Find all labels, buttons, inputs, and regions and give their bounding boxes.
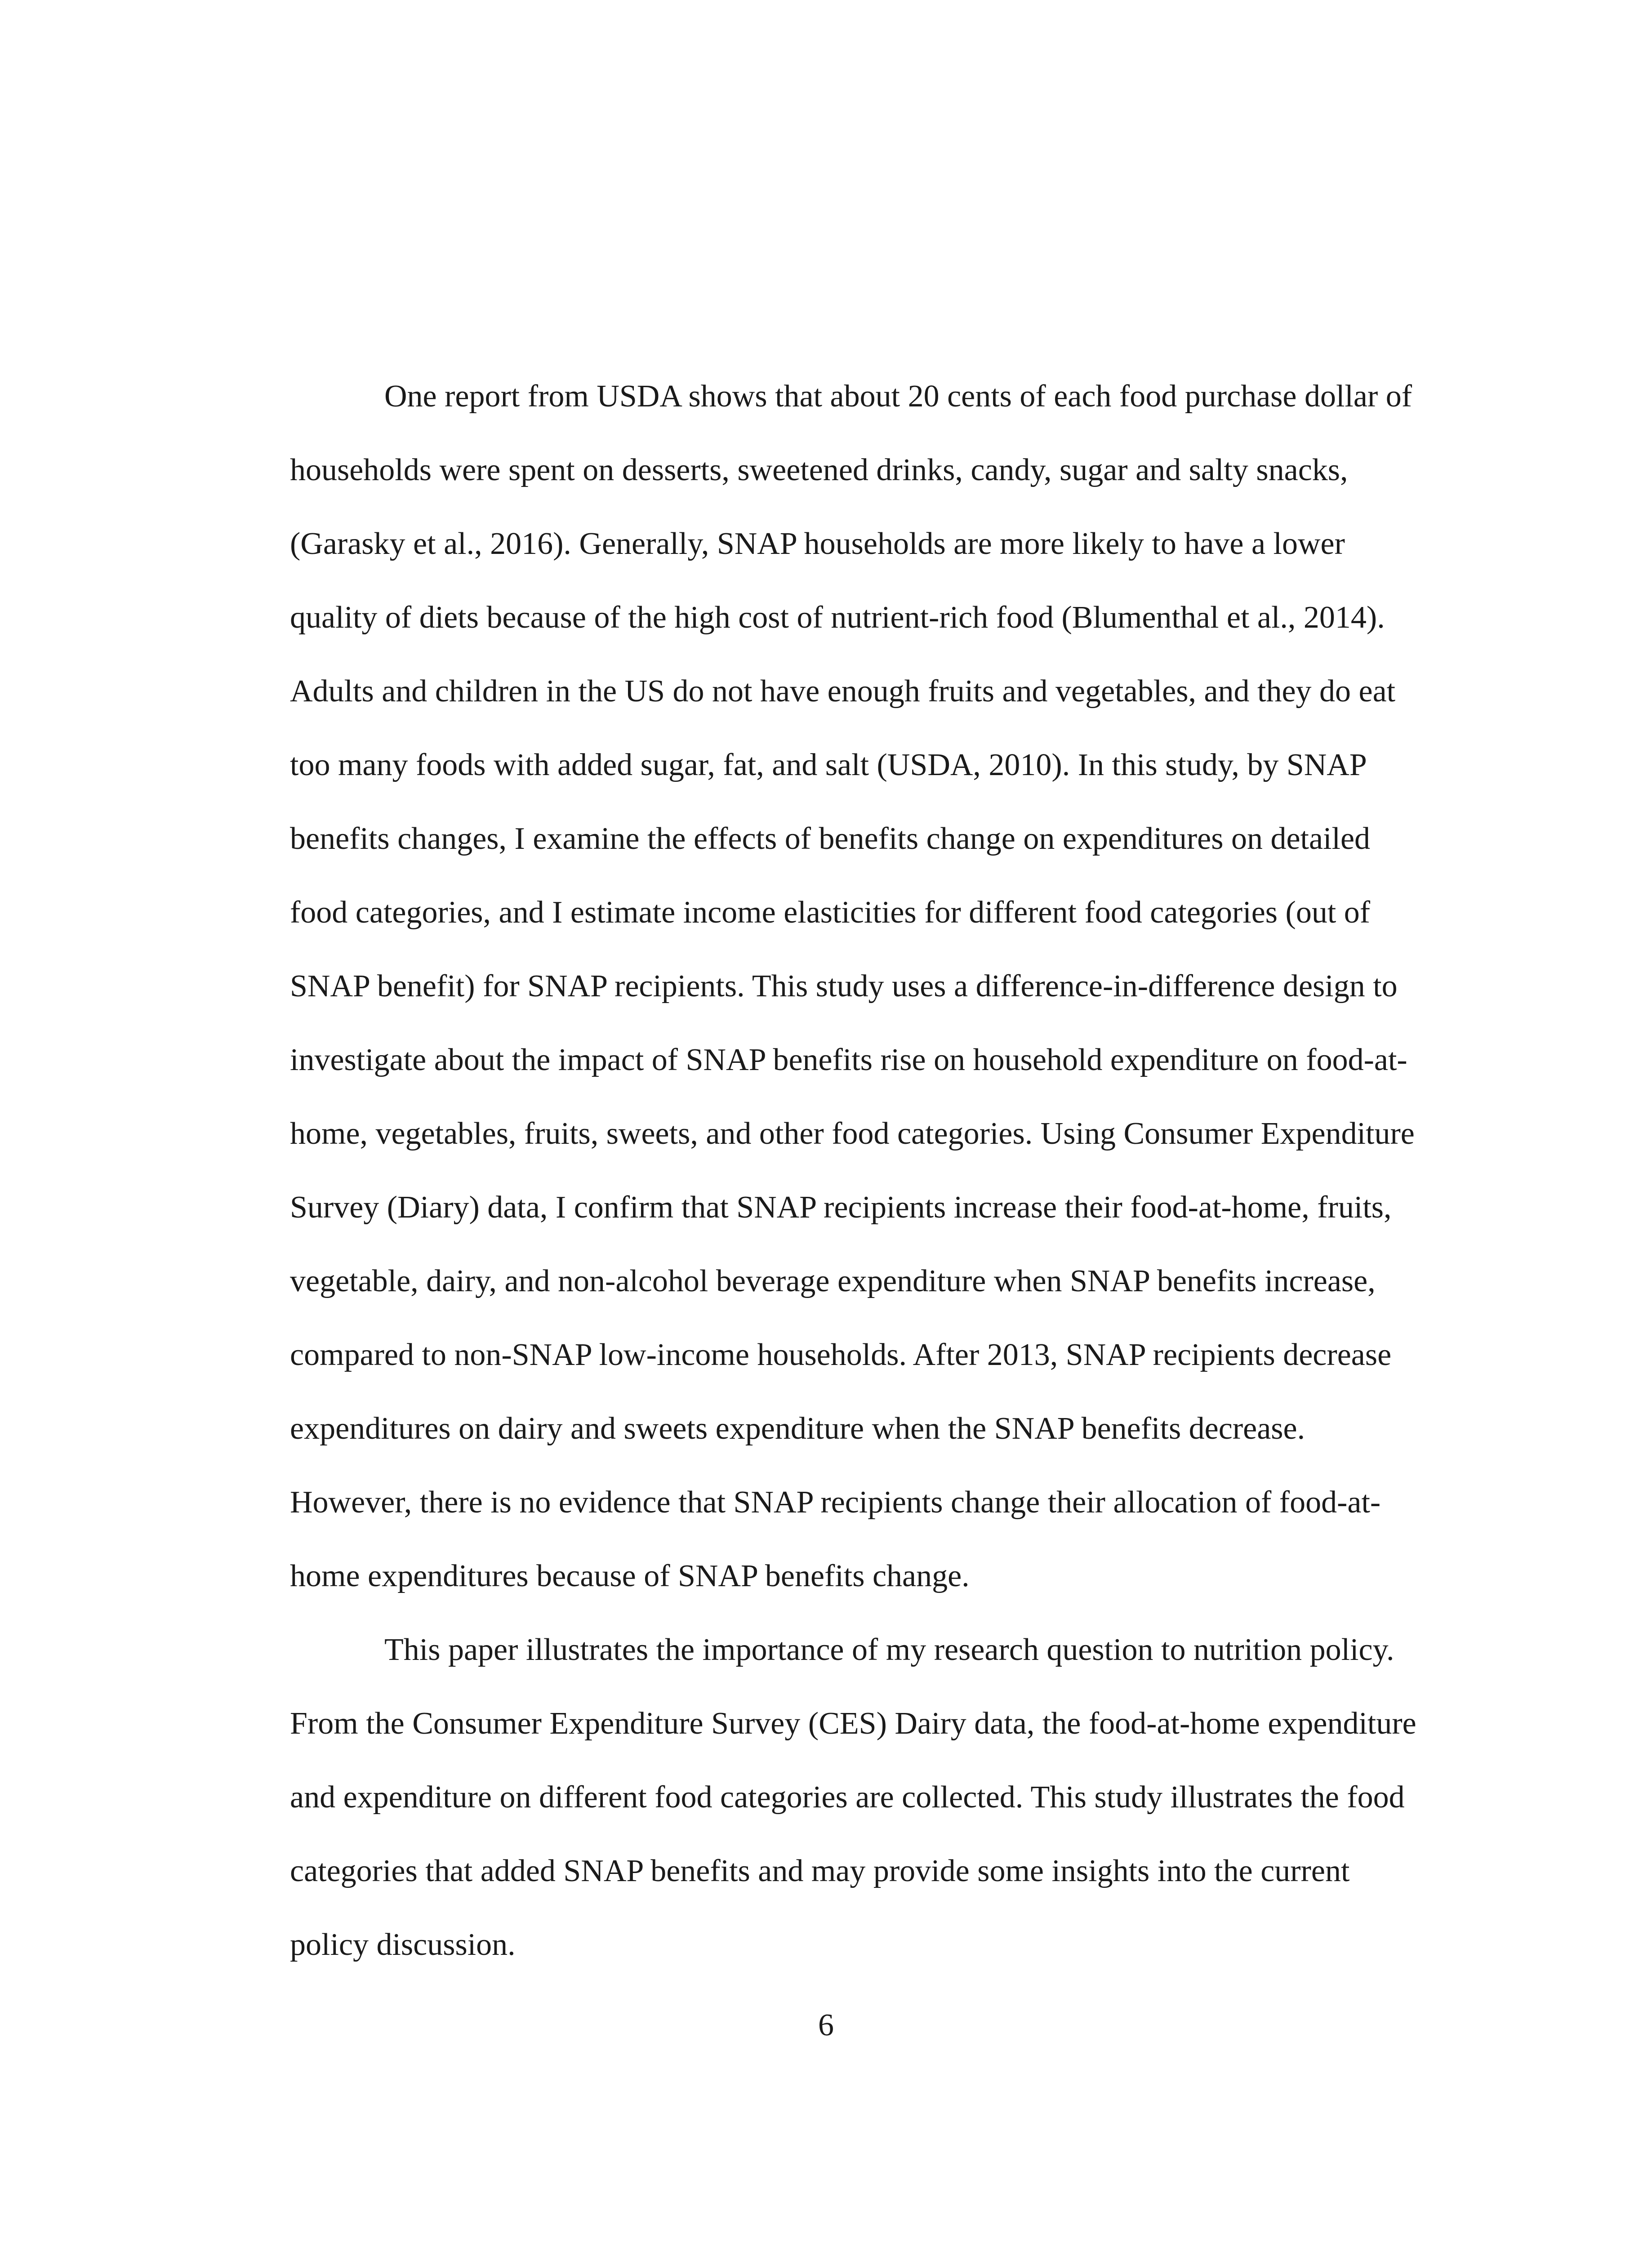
text-line: food categories, and I estimate income elasticities for different food categories (out of — [290, 895, 1371, 930]
text-line: home expenditures because of SNAP benefits change. — [290, 1559, 970, 1593]
text-line: households were spent on desserts, sweetened drinks, candy, sugar and salty snacks, — [290, 453, 1348, 487]
text-line: too many foods with added sugar, fat, and salt (USDA, 2010). In this study, by SNAP — [290, 748, 1367, 782]
page-number: 6 — [818, 2008, 834, 2043]
text-line: Survey (Diary) data, I confirm that SNAP recipients increase their food-at-home, fruits, — [290, 1190, 1392, 1225]
text-line: benefits changes, I examine the effects of benefits change on expenditures on detailed — [290, 821, 1371, 856]
text-line: policy discussion. — [290, 1927, 516, 1962]
text-line: expenditures on dairy and sweets expenditure when the SNAP benefits decrease. — [290, 1411, 1305, 1446]
text-line: quality of diets because of the high cost of nutrient-rich food (Blumenthal et al., 2014). — [290, 600, 1385, 635]
text-line: However, there is no evidence that SNAP recipients change their allocation of food-at- — [290, 1485, 1381, 1520]
body-text — [290, 360, 1450, 1982]
text-line: This paper illustrates the importance of my research question to nutrition policy. — [384, 1632, 1394, 1667]
paragraph-1 — [290, 360, 1450, 1613]
paragraph-2 — [290, 1613, 1450, 1982]
text-line: SNAP benefit) for SNAP recipients. This study uses a difference-in-difference design to — [290, 969, 1398, 1004]
text-line: vegetable, dairy, and non-alcohol beverage expenditure when SNAP benefits increase, — [290, 1264, 1376, 1298]
text-line: Adults and children in the US do not have enough fruits and vegetables, and they do eat — [290, 674, 1396, 709]
text-line: From the Consumer Expenditure Survey (CES) Dairy data, the food-at-home expenditure — [290, 1706, 1416, 1741]
text-line: home, vegetables, fruits, sweets, and other food categories. Using Consumer Expenditure — [290, 1116, 1415, 1151]
text-line: and expenditure on different food categories are collected. This study illustrates the food — [290, 1780, 1405, 1815]
text-line: (Garasky et al., 2016). Generally, SNAP households are more likely to have a lower — [290, 526, 1345, 561]
text-line: investigate about the impact of SNAP benefits rise on household expenditure on food-at- — [290, 1043, 1407, 1077]
text-line: compared to non-SNAP low-income households. After 2013, SNAP recipients decrease — [290, 1338, 1392, 1372]
text-line: categories that added SNAP benefits and may provide some insights into the current — [290, 1854, 1350, 1888]
text-line: One report from USDA shows that about 20 cents of each food purchase dollar of — [384, 379, 1412, 414]
